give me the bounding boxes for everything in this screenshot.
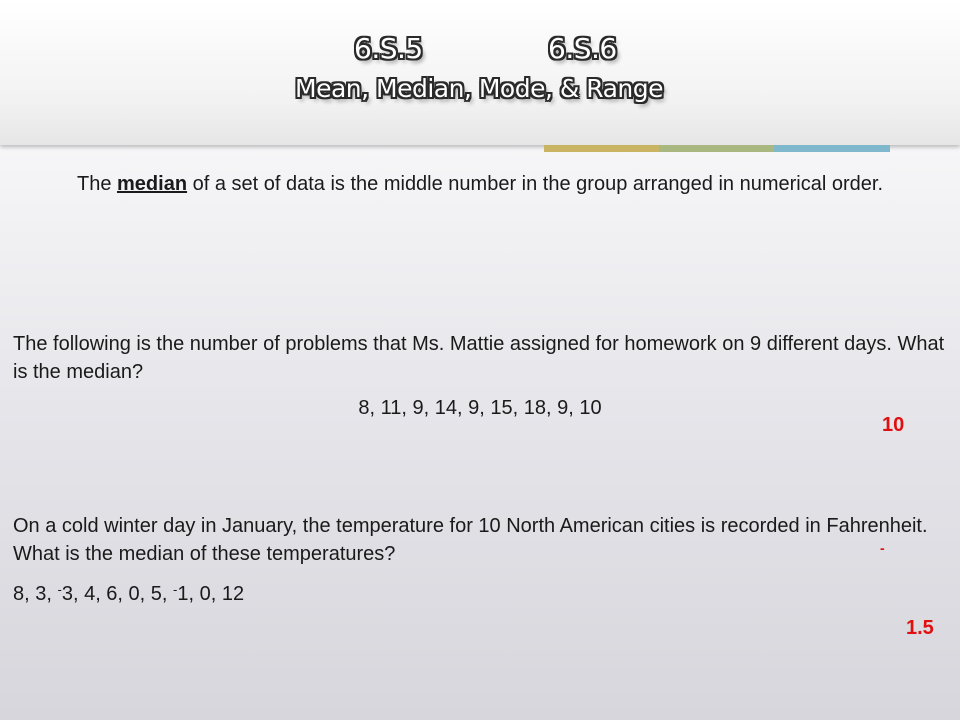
question-1-data: 8, 11, 9, 14, 9, 15, 18, 9, 10 <box>358 397 602 419</box>
standard-code-6s6: 6.S.6 <box>548 32 617 65</box>
standard-code-6s5: 6.S.5 <box>354 32 423 65</box>
accent-bar-green <box>659 145 774 152</box>
slide-title: Mean, Median, Mode, & Range <box>295 74 664 103</box>
accent-bar-blue <box>774 145 890 152</box>
median-term: median <box>117 173 188 195</box>
question-2-answer-sign: - <box>880 540 885 556</box>
question-2-answer: 1.5 <box>906 617 934 639</box>
median-definition: The median of a set of data is the middle number in the group arranged in numerical order. <box>76 173 884 195</box>
title-header <box>0 0 960 145</box>
question-2-data: 8, 3, -3, 4, 6, 0, 5, -1, 0, 12 <box>13 582 245 605</box>
question-1-text: The following is the number of problems that Ms. Mattie assigned for homework on 9 different days. What is the median? <box>13 333 945 383</box>
question-2-text: On a cold winter day in January, the temperature for 10 North American cities is recorded in Fahrenheit. What is the median of these temperatures? <box>13 515 928 565</box>
negative-sign: - <box>57 582 62 597</box>
accent-bar-gold <box>544 145 659 152</box>
question-1-answer: 10 <box>882 414 905 436</box>
negative-sign: - <box>173 582 178 597</box>
